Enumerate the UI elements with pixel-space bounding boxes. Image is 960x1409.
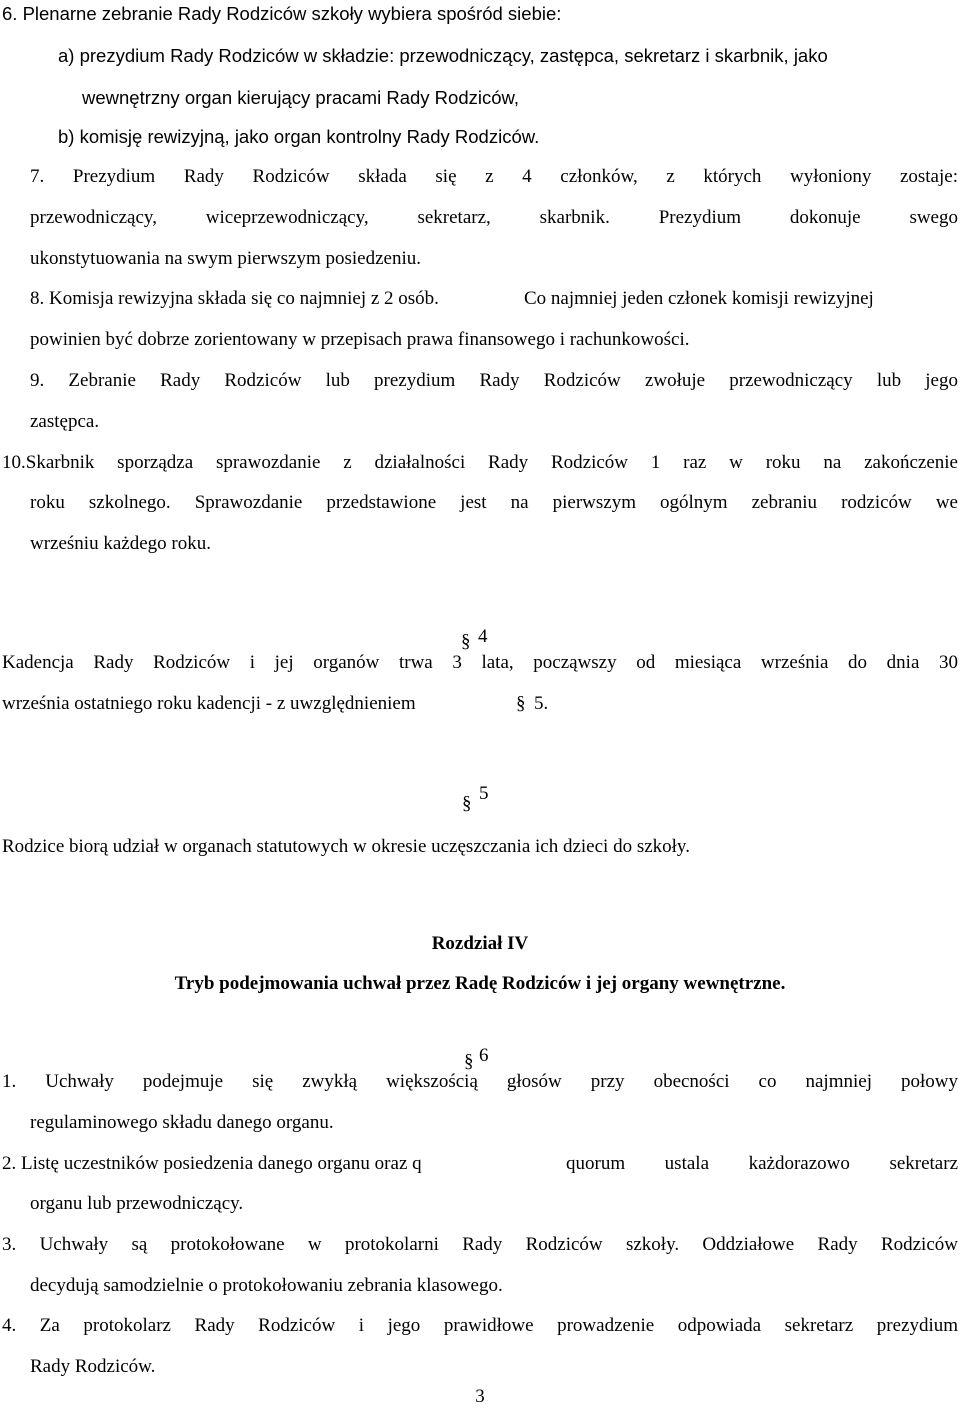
section-sign-icon: §: [462, 793, 472, 814]
chapter-title: Rozdział IV: [431, 933, 529, 954]
sec6-item-2-line1b: quorum ustala każdorazowo sekretarz: [566, 1153, 958, 1174]
item-7-line2: przewodniczący, wiceprzewodniczący, sekretarz, skarbnik. Prezydium dokonuje swego: [30, 207, 958, 228]
section-4-line1: Kadencja Rady Rodziców i jej organów trwa 3 lata, począwszy od miesiąca września do dnia 30: [2, 652, 958, 673]
item-6a-line1: a) prezydium Rady Rodziców w składzie: przewodniczący, zastępca, sekretarz i skarbnik, jako: [58, 45, 828, 66]
sec6-item-1-line1: 1. Uchwały podejmuje się zwykłą większością głosów przy obecności co najmniej połowy: [2, 1071, 958, 1092]
sec6-item-1-line2: regulaminowego składu danego organu.: [30, 1112, 334, 1133]
sec6-item-2-line2: organu lub przewodniczący.: [30, 1193, 244, 1214]
section-5-number: 5: [479, 783, 489, 804]
section-4-line2a: września ostatniego roku kadencji - z uwzględnieniem: [2, 693, 416, 714]
section-4-number: 4: [478, 626, 488, 647]
sec6-item-3-line2: decydują samodzielnie o protokołowaniu zebrania klasowego.: [30, 1275, 503, 1296]
item-7-line1: 7. Prezydium Rady Rodziców składa się z 4 członków, z których wyłoniony zostaje:: [30, 166, 958, 187]
sec6-item-4-line1: 4. Za protokolarz Rady Rodziców i jego prawidłowe prowadzenie odpowiada sekretarz prezydium: [2, 1315, 958, 1336]
item-9-line2: zastępca.: [30, 411, 100, 432]
section-sign-icon: §: [516, 693, 526, 714]
item-6b-text: b) komisję rewizyjną, jako organ kontrolny Rady Rodziców.: [58, 126, 540, 147]
item-7-line3: ukonstytuowania na swym pierwszym posiedzeniu.: [30, 248, 422, 269]
sec6-item-3-line1: 3. Uchwały są protokołowane w protokolarni Rady Rodziców szkoły. Oddziałowe Rady Rodziców: [2, 1234, 958, 1255]
item-6a-line2: wewnętrzny organ kierujący pracami Rady Rodziców,: [82, 87, 519, 108]
item-9-line1: 9. Zebranie Rady Rodziców lub prezydium Rady Rodziców zwołuje przewodniczący lub jego: [30, 370, 958, 391]
item-6-text: 6. Plenarne zebranie Rady Rodziców szkoły wybiera spośród siebie:: [2, 3, 562, 24]
item-8-line1b: Co najmniej jeden członek komisji rewizyjnej: [524, 288, 874, 309]
item-10-line3: wrześniu każdego roku.: [30, 533, 211, 554]
item-8-line2: powinien być dobrze zorientowany w przepisach prawa finansowego i rachunkowości.: [30, 329, 690, 350]
sec6-item-4-line2: Rady Rodziców.: [30, 1356, 156, 1377]
item-10-line1: 10.Skarbnik sporządza sprawozdanie z działalności Rady Rodziców 1 raz w roku na zakończenie: [2, 452, 958, 473]
page-number: 3: [475, 1386, 485, 1407]
section-sign-icon: §: [464, 1051, 474, 1072]
section-sign-icon: §: [461, 631, 471, 652]
section-5-text: Rodzice biorą udział w organach statutowych w okresie uczęszczania ich dzieci do szkoły.: [2, 836, 690, 857]
item-10-line2: roku szkolnego. Sprawozdanie przedstawione jest na pierwszym ogólnym zebraniu rodziców we: [30, 492, 958, 513]
chapter-subtitle: Tryb podejmowania uchwał przez Radę Rodziców i jej organy wewnętrzne.: [174, 973, 786, 994]
section-4-line2b: 5.: [534, 693, 549, 714]
sec6-item-2-line1a: 2. Listę uczestników posiedzenia danego organu oraz q: [2, 1153, 422, 1174]
section-6-number: 6: [479, 1045, 489, 1066]
item-8-line1a: 8. Komisja rewizyjna składa się co najmniej z 2 osób.: [30, 288, 439, 309]
